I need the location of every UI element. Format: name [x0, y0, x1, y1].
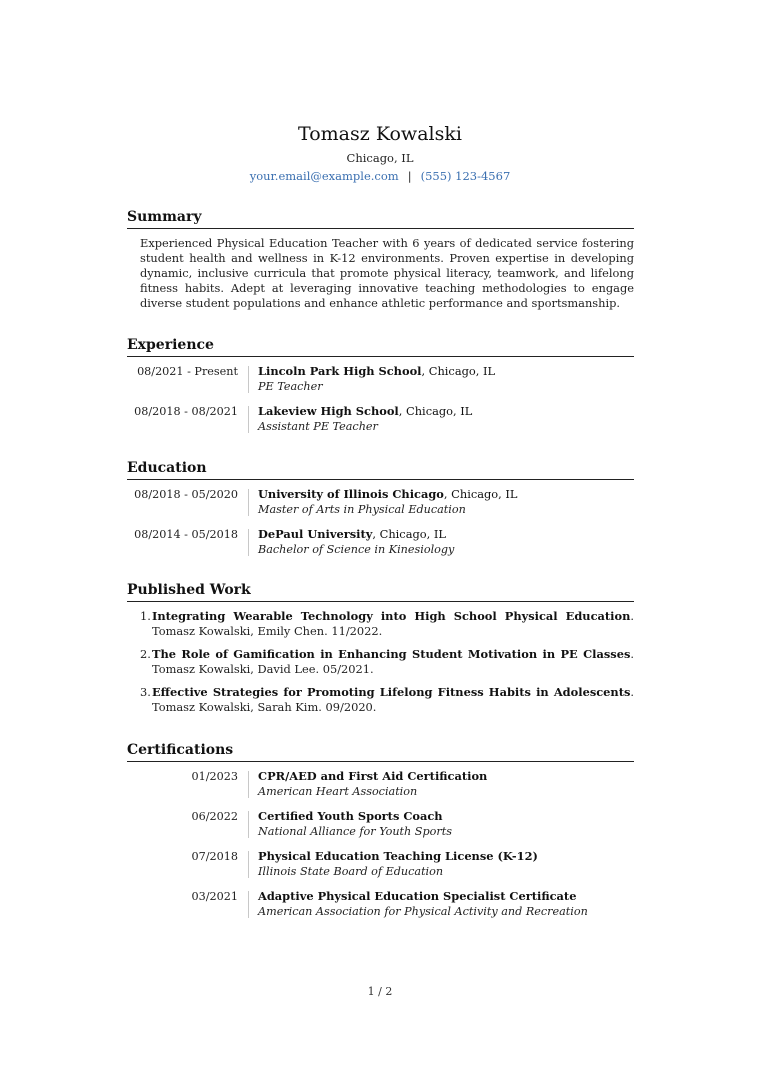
certification-entry	[127, 809, 634, 849]
publications-section	[127, 581, 634, 723]
entry-divider	[248, 851, 249, 878]
certification-entry	[127, 769, 634, 809]
summary-section	[127, 208, 634, 311]
certification-entry	[127, 849, 634, 889]
certifications-heading: Certifications	[127, 741, 634, 762]
entry-date: 06/2022	[191, 810, 238, 823]
certification-name: CPR/AED and First Aid Certification	[258, 769, 488, 783]
publication-item	[127, 647, 634, 677]
publication-number: 2.	[140, 647, 151, 661]
employer-name: Lincoln Park High School	[258, 364, 422, 378]
entry-divider	[248, 406, 249, 433]
entry-divider	[248, 366, 249, 393]
publication-title: Integrating Wearable Technology into High School Physical Education	[152, 609, 631, 623]
publication-details: . Tomasz Kowalski, Emily Chen. 11/2022.	[152, 609, 634, 638]
education-heading: Education	[127, 459, 634, 480]
candidate-name: Tomasz Kowalski	[298, 123, 462, 145]
publication-number: 3.	[140, 685, 151, 699]
publication-title: The Role of Gamification in Enhancing Student Motivation in PE Classes	[152, 647, 631, 661]
job-title: PE Teacher	[258, 380, 323, 393]
entry-divider	[248, 811, 249, 838]
publications-heading: Published Work	[127, 581, 634, 602]
entry-divider	[248, 891, 249, 918]
resume-header	[0, 122, 760, 184]
certification-issuer: National Alliance for Youth Sports	[258, 825, 452, 838]
contact-separator: |	[407, 169, 412, 183]
education-entry	[127, 527, 634, 567]
certification-name: Certified Youth Sports Coach	[258, 809, 443, 823]
entry-date: 08/2018 - 05/2020	[134, 488, 238, 501]
summary-text: Experienced Physical Education Teacher with 6 years of dedicated service fostering student health and wellness in K-12 environments. Proven expertise in developing dynamic, inclusive curricula that promote physical literacy, teamwork, and lifelong fitness habits. Adept at leveraging innovative teaching methodologies to engage diverse student populations and enhance athletic performance and sportsmanship.	[140, 236, 634, 310]
publications-list	[127, 609, 634, 715]
publication-item	[127, 609, 634, 639]
certification-issuer: Illinois State Board of Education	[258, 865, 444, 878]
publication-title: Effective Strategies for Promoting Lifelong Fitness Habits in Adolescents	[152, 685, 631, 699]
school-name: University of Illinois Chicago	[258, 487, 444, 501]
employer-location: , Chicago, IL	[398, 404, 473, 418]
contact-line	[0, 168, 760, 184]
summary-heading: Summary	[127, 208, 634, 229]
entry-divider	[248, 489, 249, 516]
publication-details: . Tomasz Kowalski, Sarah Kim. 09/2020.	[152, 685, 634, 714]
entry-date: 07/2018	[191, 850, 238, 863]
entry-divider	[248, 529, 249, 556]
certification-name: Adaptive Physical Education Specialist Certificate	[258, 889, 577, 903]
experience-section	[127, 336, 634, 444]
certification-issuer: American Heart Association	[258, 785, 418, 798]
school-location: , Chicago, IL	[372, 527, 446, 541]
entry-date: 08/2014 - 05/2018	[134, 528, 238, 541]
certification-name: Physical Education Teaching License (K-12)	[258, 849, 538, 863]
school-location: , Chicago, IL	[443, 487, 518, 501]
candidate-location: Chicago, IL	[346, 151, 414, 165]
entry-divider	[248, 771, 249, 798]
degree: Bachelor of Science in Kinesiology	[258, 543, 455, 556]
phone-link[interactable]: (555) 123-4567	[420, 169, 511, 183]
job-title: Assistant PE Teacher	[258, 420, 378, 433]
entry-date: 08/2021 - Present	[137, 365, 238, 378]
publication-number: 1.	[140, 609, 151, 623]
experience-entry	[127, 404, 634, 444]
degree: Master of Arts in Physical Education	[258, 503, 466, 516]
publication-details: . Tomasz Kowalski, David Lee. 05/2021.	[152, 647, 634, 676]
certification-entry	[127, 889, 634, 929]
certifications-section	[127, 741, 634, 929]
entry-date: 03/2021	[191, 890, 238, 903]
publication-item	[127, 685, 634, 715]
page-number: 1 / 2	[367, 985, 393, 998]
experience-heading: Experience	[127, 336, 634, 357]
education-section	[127, 459, 634, 567]
email-link[interactable]: your.email@example.com	[249, 169, 399, 183]
employer-name: Lakeview High School	[258, 404, 399, 418]
entry-date: 08/2018 - 08/2021	[134, 405, 238, 418]
certification-issuer: American Association for Physical Activity and Recreation	[258, 905, 588, 918]
education-entry	[127, 487, 634, 527]
school-name: DePaul University	[258, 527, 373, 541]
experience-entry	[127, 364, 634, 404]
entry-date: 01/2023	[191, 770, 238, 783]
employer-location: , Chicago, IL	[421, 364, 496, 378]
